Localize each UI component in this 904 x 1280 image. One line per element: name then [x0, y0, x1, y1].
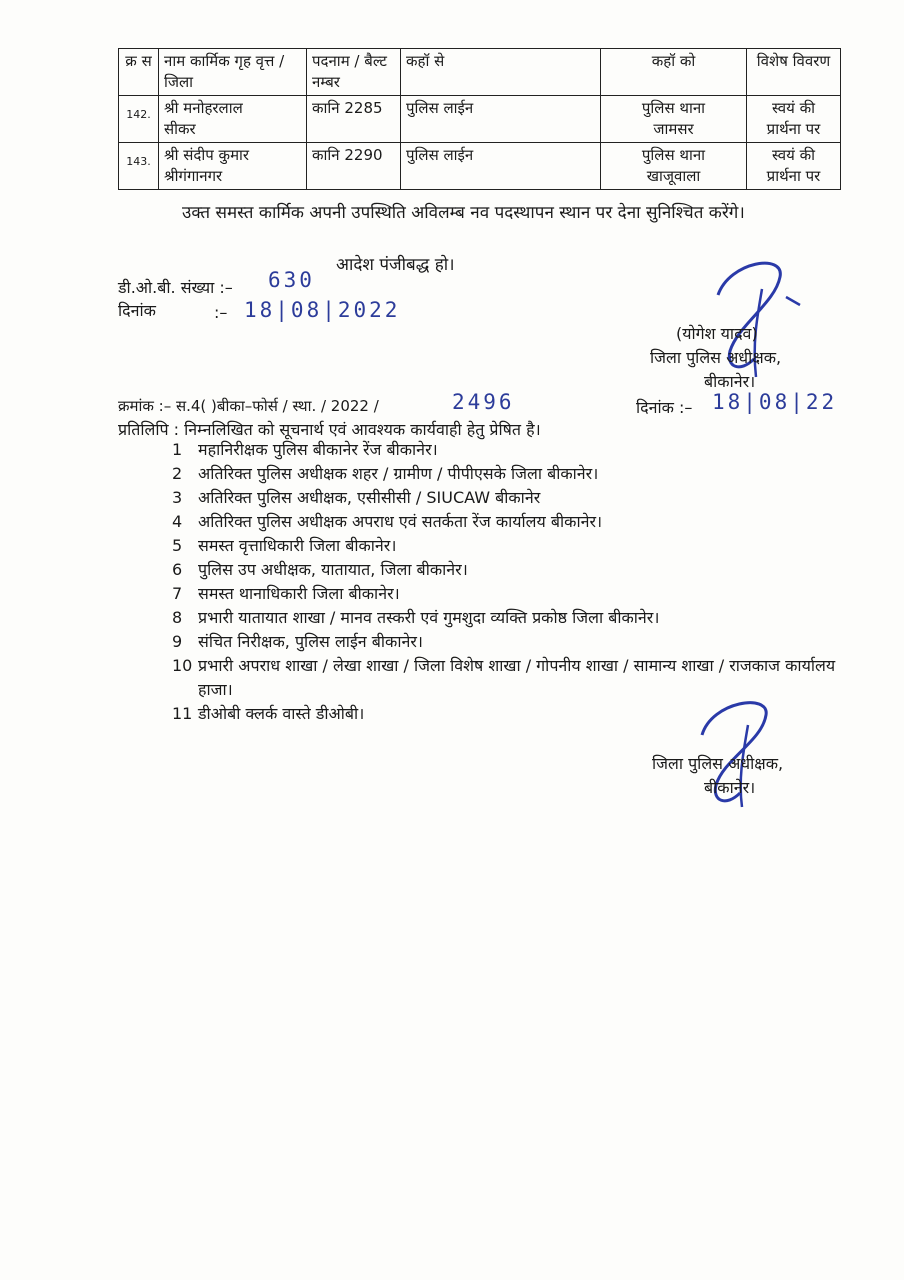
row-name-cell: [159, 143, 307, 190]
table-header-row: [119, 49, 841, 96]
signatory-name: (योगेश यादव): [676, 324, 758, 343]
transfer-table: [118, 48, 841, 190]
row-district: सीकर: [164, 120, 196, 138]
row-to-line1: पुलिस थाना: [641, 99, 706, 117]
row-from: पुलिस लाईन: [401, 143, 601, 190]
header-name: नाम कार्मिक गृह वृत्त / जिला: [159, 49, 307, 96]
row-remark-cell: [747, 143, 841, 190]
list-item: [172, 462, 852, 486]
list-item: [172, 606, 852, 630]
date-label: दिनांक: [118, 301, 156, 320]
row-name-cell: [159, 96, 307, 143]
date-value: 18|08|2022: [244, 298, 401, 322]
list-item-text: संचित निरीक्षक, पुलिस लाईन बीकानेर।: [198, 632, 423, 651]
list-item-text: प्रभारी अपराध शाखा / लेखा शाखा / जिला विशेष शाखा / गोपनीय शाखा / सामान्य शाखा / राजकाज कार्यालय हाजा।: [198, 656, 836, 699]
list-item: [172, 438, 852, 462]
list-item-number: 9: [172, 632, 183, 651]
kramank-text: क्रमांक :– स.4( )बीका–फोर्स / स्था. / 2022 /: [118, 397, 379, 415]
list-item: [172, 630, 852, 654]
header-sn: क्र स: [119, 49, 159, 96]
dob-label: डी.ओ.बी. संख्या :–: [118, 278, 233, 297]
row-district: श्रीगंगानगर: [164, 167, 223, 185]
list-item-text: महानिरीक्षक पुलिस बीकानेर रेंज बीकानेर।: [198, 440, 438, 459]
row-to-line2: जामसर: [653, 120, 694, 138]
list-item-text: अतिरिक्त पुलिस अधीक्षक अपराध एवं सतर्कता रेंज कार्यालय बीकानेर।: [198, 512, 603, 531]
row-remark-line2: प्रार्थना पर: [766, 120, 821, 138]
row-remark-line2: प्रार्थना पर: [766, 167, 821, 185]
copy-heading: प्रतिलिपि : निम्नलिखित को सूचनार्थ एवं आवश्यक कार्यवाही हेतु प्रेषित है।: [118, 420, 541, 439]
list-item-number: 3: [172, 488, 183, 507]
row-to-cell: [601, 96, 747, 143]
list-item-number: 4: [172, 512, 183, 531]
header-remark: विशेष विवरण: [747, 49, 841, 96]
order-line: आदेश पंजीबद्ध हो।: [336, 255, 455, 275]
header-from: कहॉ से: [401, 49, 601, 96]
signatory-designation: जिला पुलिस अधीक्षक,: [650, 348, 782, 367]
list-item: [172, 486, 852, 510]
list-item-number: 6: [172, 560, 183, 579]
kramank-date-label: दिनांक :–: [636, 398, 693, 417]
list-item-text: समस्त वृत्ताधिकारी जिला बीकानेर।: [198, 536, 397, 555]
list-item-text: समस्त थानाधिकारी जिला बीकानेर।: [198, 584, 400, 603]
list-item-text: अतिरिक्त पुलिस अधीक्षक शहर / ग्रामीण / पीपीएसके जिला बीकानेर।: [198, 464, 599, 483]
row-sn: 143.: [119, 143, 159, 190]
body-paragraph: उक्त समस्त कार्मिक अपनी उपस्थिति अविलम्ब नव पदस्थापन स्थान पर देना सुनिश्चित करेंगे।: [182, 203, 745, 223]
list-item: [172, 534, 852, 558]
list-item-number: 11: [172, 704, 193, 723]
dob-value: 630: [268, 268, 315, 292]
list-item: [172, 582, 852, 606]
list-item-number: 10: [172, 656, 193, 675]
row-to-line1: पुलिस थाना: [641, 146, 706, 164]
list-item-number: 1: [172, 440, 183, 459]
row-from: पुलिस लाईन: [401, 96, 601, 143]
row-to-cell: [601, 143, 747, 190]
kramank-date-value: 18|08|22: [712, 390, 838, 414]
row-remark-line1: स्वयं की: [771, 99, 816, 117]
list-item-text: डीओबी क्लर्क वास्ते डीओबी।: [198, 704, 365, 723]
list-item: [172, 510, 852, 534]
list-item-text: अतिरिक्त पुलिस अधीक्षक, एसीसीसी / SIUCAW बीकानेर: [198, 488, 541, 507]
list-item-number: 2: [172, 464, 183, 483]
list-item: [172, 558, 852, 582]
table-row: [119, 96, 841, 143]
signatory-place: बीकानेर।: [704, 372, 756, 391]
row-sn: 142.: [119, 96, 159, 143]
row-post: कानि 2290: [307, 143, 401, 190]
row-to-line2: खाजूवाला: [646, 167, 701, 185]
signatory2-designation: जिला पुलिस अधीक्षक,: [652, 754, 784, 773]
date-separator: :–: [214, 303, 228, 322]
row-remark-cell: [747, 96, 841, 143]
row-remark-line1: स्वयं की: [771, 146, 816, 164]
row-name: श्री संदीप कुमार: [164, 146, 250, 164]
list-item-number: 8: [172, 608, 183, 627]
table-row: [119, 143, 841, 190]
list-item-number: 5: [172, 536, 183, 555]
header-to: कहॉ को: [601, 49, 747, 96]
header-post: पदनाम / बैल्ट नम्बर: [307, 49, 401, 96]
row-name: श्री मनोहरलाल: [164, 99, 243, 117]
list-item-number: 7: [172, 584, 183, 603]
signatory2-place: बीकानेर।: [704, 778, 756, 797]
list-item-text: प्रभारी यातायात शाखा / मानव तस्करी एवं गुमशुदा व्यक्ति प्रकोष्ठ जिला बीकानेर।: [198, 608, 660, 627]
list-item-text: पुलिस उप अधीक्षक, यातायात, जिला बीकानेर।: [198, 560, 468, 579]
copy-list: [172, 438, 852, 726]
kramank-number: 2496: [452, 390, 515, 414]
row-post: कानि 2285: [307, 96, 401, 143]
